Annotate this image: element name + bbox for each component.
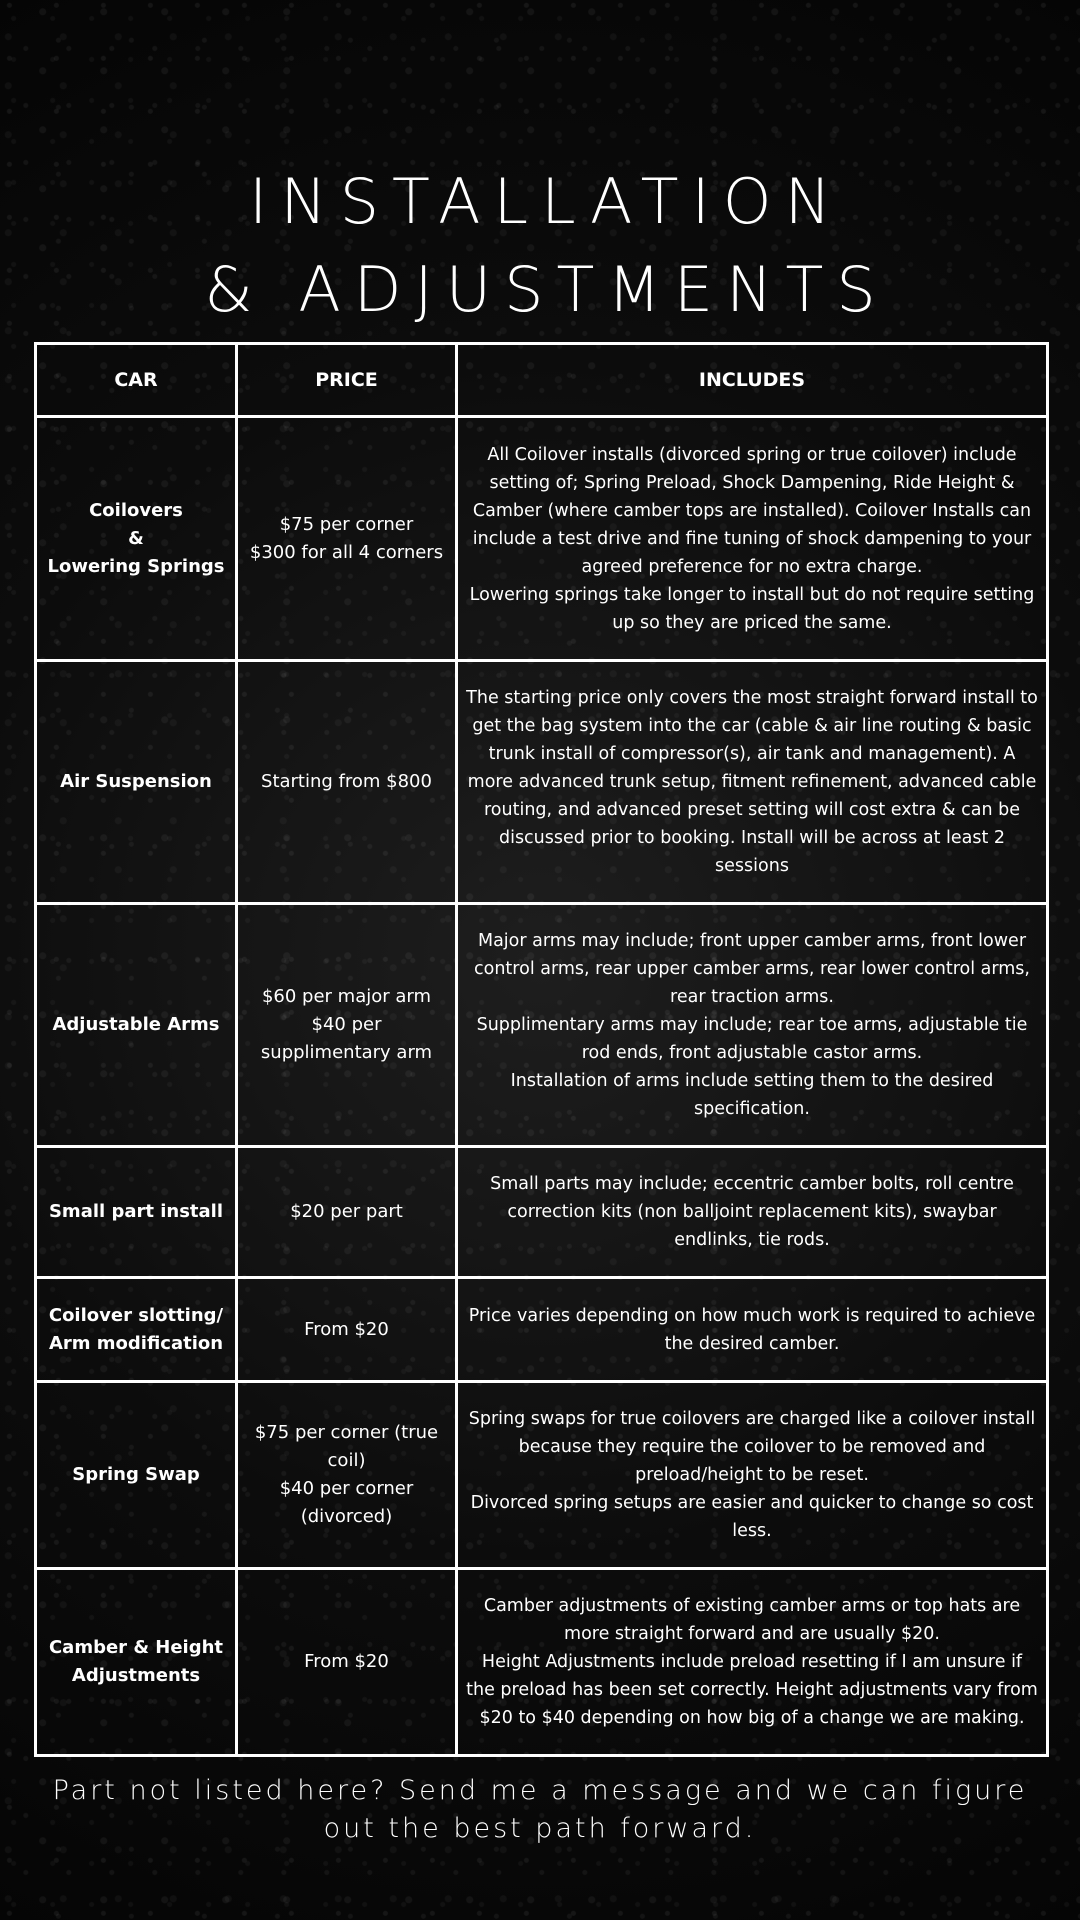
price-line: $300 for all 4 corners <box>249 541 444 563</box>
price-line: From $20 <box>304 1651 389 1672</box>
includes-paragraph: Height Adjustments include preload resetting if I am unsure if the preload has been set correctly. Height adjustments vary from $20 to $40 depending on how big of a change we are making. <box>466 1652 1038 1728</box>
pricing-table <box>34 342 1049 1757</box>
table-row <box>36 1278 1048 1382</box>
includes-cell <box>457 904 1048 1147</box>
includes-paragraph: The starting price only covers the most straight forward install to get the bag system into the car (cable & air line routing & basic trunk install of compressor(s), air tank and management). A more advanced trunk setup, fitment refinement, advanced cable routing, and advanced preset setting will cost extra & can be discussed prior to booking. Install will be across at least 2 sessions <box>466 688 1038 876</box>
price-line: From $20 <box>304 1318 389 1340</box>
price-line: $20 per part <box>290 1201 403 1222</box>
price-line: Starting from $800 <box>261 771 432 792</box>
includes-paragraph: Spring swaps for true coilovers are charged like a coilover install because they require the coilover to be removed and preload/height to be reset. <box>468 1409 1036 1485</box>
service-name-line: Adjustable Arms <box>52 1014 220 1035</box>
table-header-row <box>36 344 1048 417</box>
service-name-line: Coilover slotting/ <box>48 1304 224 1326</box>
includes-cell <box>457 1278 1048 1382</box>
price-line: $60 per major arm <box>261 986 432 1007</box>
includes-paragraph: Divorced spring setups are easier and quicker to change so cost less. <box>470 1493 1034 1541</box>
includes-paragraph: All Coilover installs (divorced spring or true coilover) include setting of; Spring Preload, Shock Dampening, Ride Height & Camber (where camber tops are installed). Coilover Installs can include a test drive and fine tuning of shock dampening to your agreed preference for no extra charge. <box>472 444 1032 577</box>
price-cell <box>237 904 457 1147</box>
price-line: $75 per corner (true coil) <box>254 1422 439 1471</box>
service-name-line: & <box>128 527 144 549</box>
price-line: $40 per <box>311 1014 382 1035</box>
service-name-line: Coilovers <box>89 499 183 521</box>
service-name-line: Lowering Springs <box>47 555 225 577</box>
includes-cell <box>457 1569 1048 1756</box>
price-cell <box>237 1278 457 1382</box>
service-name-line: Small part install <box>48 1201 224 1222</box>
service-name-cell <box>36 904 237 1147</box>
table-row <box>36 1382 1048 1569</box>
service-name-cell <box>36 417 237 661</box>
service-name-line: Arm modification <box>48 1332 224 1354</box>
service-name-line: Adjustments <box>71 1665 201 1686</box>
column-header-car: CAR <box>36 344 237 417</box>
table-row <box>36 904 1048 1147</box>
table-row <box>36 661 1048 904</box>
title-line-2: & ADJUSTMENTS <box>204 253 889 326</box>
price-cell <box>237 417 457 661</box>
service-name-line: Air Suspension <box>60 771 212 792</box>
footer-message <box>0 1772 1080 1848</box>
price-cell <box>237 1569 457 1756</box>
includes-paragraph: Camber adjustments of existing camber arms or top hats are more straight forward and are usually $20. <box>483 1596 1021 1644</box>
column-header-includes: INCLUDES <box>457 344 1048 417</box>
price-line: $40 per corner (divorced) <box>279 1478 414 1527</box>
page-title <box>0 158 1080 334</box>
service-name-cell <box>36 1382 237 1569</box>
includes-cell <box>457 661 1048 904</box>
table-row <box>36 417 1048 661</box>
service-name-cell <box>36 661 237 904</box>
footer-line-2: out the best path forward. <box>323 1813 757 1844</box>
includes-cell <box>457 1382 1048 1569</box>
price-cell <box>237 661 457 904</box>
title-line-1: INSTALLATION <box>249 165 844 238</box>
table-row <box>36 1147 1048 1278</box>
includes-cell <box>457 1147 1048 1278</box>
service-name-cell <box>36 1569 237 1756</box>
service-name-line: Camber & Height <box>48 1637 224 1658</box>
footer-line-1: Part not listed here? Send me a message and we can figure <box>52 1775 1028 1806</box>
service-name-line: Spring Swap <box>72 1464 200 1485</box>
includes-paragraph: Installation of arms include setting them to the desired specification. <box>510 1071 994 1119</box>
includes-paragraph: Price varies depending on how much work is required to achieve the desired camber. <box>468 1305 1036 1354</box>
service-name-cell <box>36 1147 237 1278</box>
price-line: $75 per corner <box>279 513 414 535</box>
price-cell <box>237 1147 457 1278</box>
table-row <box>36 1569 1048 1756</box>
includes-paragraph: Major arms may include; front upper camber arms, front lower control arms, rear upper camber arms, rear lower control arms, rear traction arms. <box>474 931 1030 1007</box>
includes-paragraph: Small parts may include; eccentric camber bolts, roll centre correction kits (non balljoint replacement kits), swaybar endlinks, tie rods. <box>490 1174 1014 1250</box>
column-header-price: PRICE <box>237 344 457 417</box>
service-name-cell <box>36 1278 237 1382</box>
price-cell <box>237 1382 457 1569</box>
includes-paragraph: Lowering springs take longer to install but do not require setting up so they are priced the same. <box>469 584 1035 633</box>
includes-cell <box>457 417 1048 661</box>
includes-paragraph: Supplimentary arms may include; rear toe arms, adjustable tie rod ends, front adjustable castor arms. <box>476 1015 1028 1063</box>
price-line: supplimentary arm <box>260 1042 433 1063</box>
